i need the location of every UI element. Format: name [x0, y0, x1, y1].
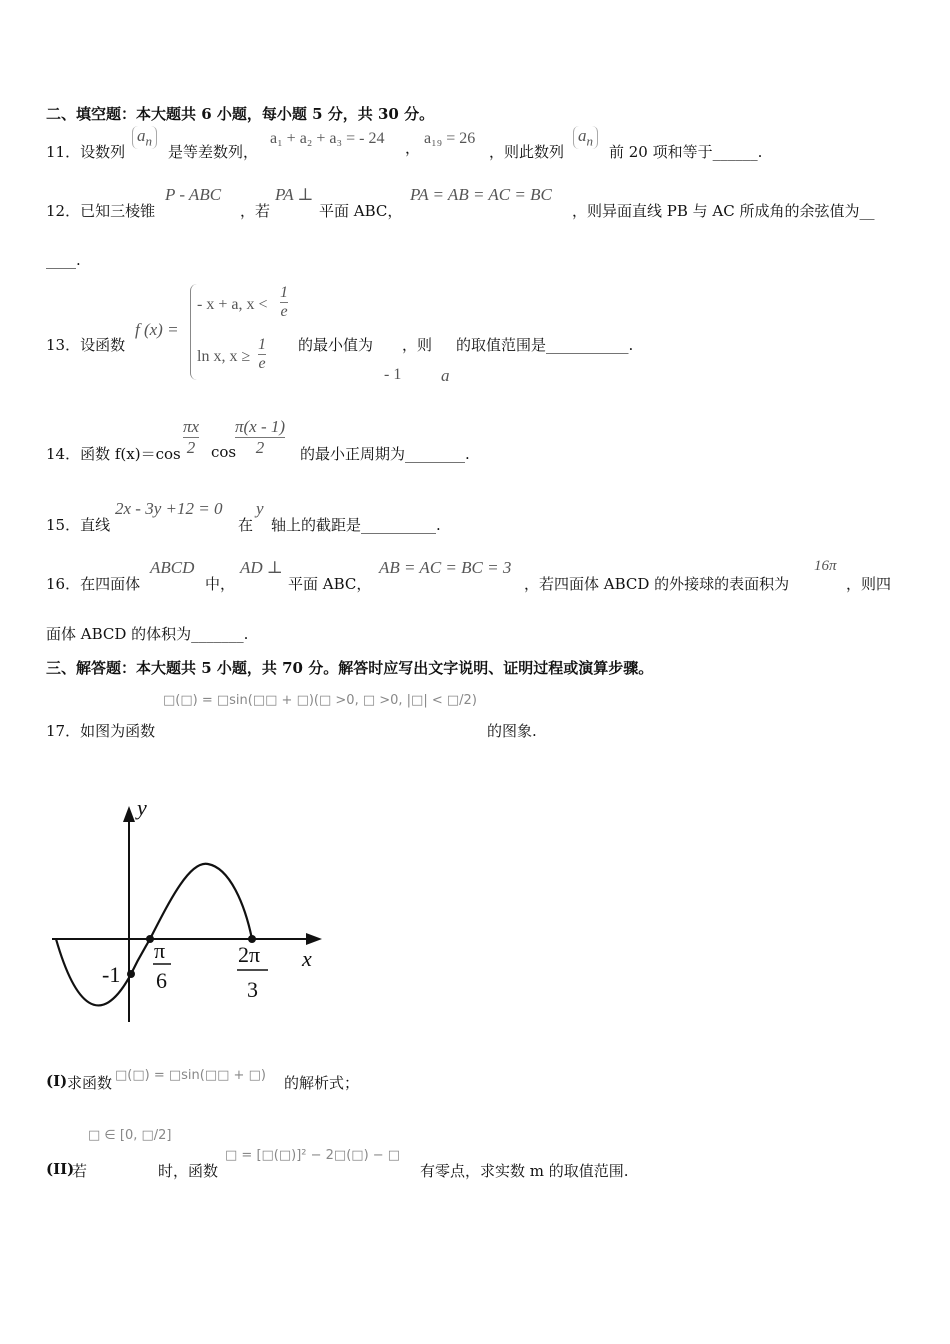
q11-sequence-1: $a_n$ [132, 126, 157, 149]
label-pi-numerator: π [154, 938, 166, 963]
q11-sequence-2: $a_n$ [573, 126, 598, 149]
q15-equation: 2x - 3y +12 = 0 [115, 499, 223, 518]
section-3-heading: 三、解答题：本大题共 5 小题，共 70 分。解答时应写出文字说明、证明过程或演算步骤。 [46, 659, 654, 677]
q14-fraction-2: π(x - 1) 2 [235, 417, 286, 457]
q16-text-2: 平面 ABC， [288, 575, 372, 593]
q11-text-2: ，则此数列 [489, 143, 565, 161]
q16-math-1: ABCD [150, 558, 195, 577]
q12-math-2: PA ⊥ [275, 185, 314, 204]
q14-number: 14．函数 f(x)＝cos [46, 445, 181, 463]
q16-text-3: ，若四面体 ABCD 的外接球的表面积为 [524, 575, 790, 593]
part-1-label: (I) [46, 1072, 68, 1090]
point-pi-6 [146, 935, 154, 943]
part-2-range: □ ∈ [0, □/2] [88, 1128, 172, 1143]
part-1-text: 求函数 [67, 1074, 113, 1092]
q16-text-1: 中， [205, 575, 236, 593]
q12-text-1: ，若 [240, 202, 271, 220]
q16-math-2: AD ⊥ [240, 558, 283, 577]
q13-fx: f (x) = [135, 320, 179, 339]
x-axis-arrow [306, 933, 322, 945]
q17-number: 17．如图为函数 [46, 722, 156, 740]
q16-number: 16．在四面体 [46, 575, 141, 593]
part-2-mid: 时，函数 [158, 1162, 219, 1180]
part-2-text: 若 [72, 1162, 88, 1180]
part-2-formula: □ = [□(□)]² − 2□(□) − □ [225, 1148, 401, 1163]
q16-math-3: AB = AC = BC = 3 [379, 558, 512, 577]
q12-continuation: ____. [46, 251, 81, 269]
part-2-label: (II) [46, 1160, 75, 1178]
y-axis-arrow [123, 806, 135, 822]
q13-variable-a: a [441, 366, 450, 385]
label-2pi-denominator: 3 [247, 977, 258, 1002]
q17-formula: □(□) = □sin(□□ + □)(□ >0, □ >0, |□| < □/2) [163, 693, 477, 708]
q12-math-1: P - ABC [165, 185, 222, 204]
part-2-end: 有零点，求实数 m 的取值范围. [420, 1162, 629, 1180]
label-neg-one: -1 [102, 962, 121, 987]
label-2pi-numerator: 2π [238, 942, 261, 967]
q13-brace [190, 284, 197, 380]
q16-math-4: 16π [814, 558, 837, 574]
section-2-heading: 二、填空题：本大题共 6 小题，每小题 5 分，共 30 分。 [46, 105, 435, 123]
q11-number: 11．设数列 [46, 143, 126, 161]
q15-number: 15．直线 [46, 516, 111, 534]
q11-text-1: 是等差数列， [168, 143, 259, 161]
q13-text-1: 的最小值为 [298, 336, 374, 354]
q13-case-2: ln x, x ≥ [197, 348, 251, 365]
q12-number: 12．已知三棱锥 [46, 202, 156, 220]
q16-continuation: 面体 ABCD 的体积为_______. [46, 625, 249, 643]
q14-cos: cos [211, 443, 237, 461]
label-pi-denominator: 6 [156, 968, 167, 993]
q13-case-1: - x + a, x < [197, 296, 268, 313]
q13-text-2: ，则 [402, 336, 433, 354]
q11-comma: ， [405, 139, 421, 157]
q13-text-3: 的取值范围是___________. [456, 336, 634, 354]
q11-equation-2: a₁₉ = 26 [424, 130, 476, 147]
q17-text: 的图象. [487, 722, 537, 740]
q11-text-3: 前 20 项和等于______. [609, 143, 763, 161]
point-y-intercept [127, 970, 135, 978]
sine-curve [56, 864, 252, 1006]
x-axis-label: x [302, 946, 312, 971]
q11-equation-1: a₁ + a₂ + a₃ = - 24 [270, 130, 385, 147]
q15-y: y [256, 499, 264, 518]
q13-fraction-2: 1 e [258, 336, 266, 372]
q12-math-3: PA = AB = AC = BC [410, 185, 552, 204]
q13-number: 13．设函数 [46, 336, 126, 354]
q14-fraction-1: πx 2 [183, 417, 200, 457]
part-1-end: 的解析式； [284, 1074, 360, 1092]
q16-text-4: ，则四 [846, 575, 892, 593]
q14-text: 的最小正周期为________. [300, 445, 470, 463]
q12-text-3: ，则异面直线 PB 与 AC 所成角的余弦值为__ [572, 202, 875, 220]
q15-text-1: 在 [238, 516, 254, 534]
y-axis-label: y [137, 795, 147, 820]
q13-fraction-1: 1 e [280, 284, 288, 320]
part-1-formula: □(□) = □sin(□□ + □) [115, 1068, 266, 1083]
q15-text-2: 轴上的截距是__________. [271, 516, 441, 534]
q13-min-value: - 1 [384, 366, 402, 383]
function-graph [40, 790, 340, 1040]
q12-text-2: 平面 ABC， [319, 202, 403, 220]
